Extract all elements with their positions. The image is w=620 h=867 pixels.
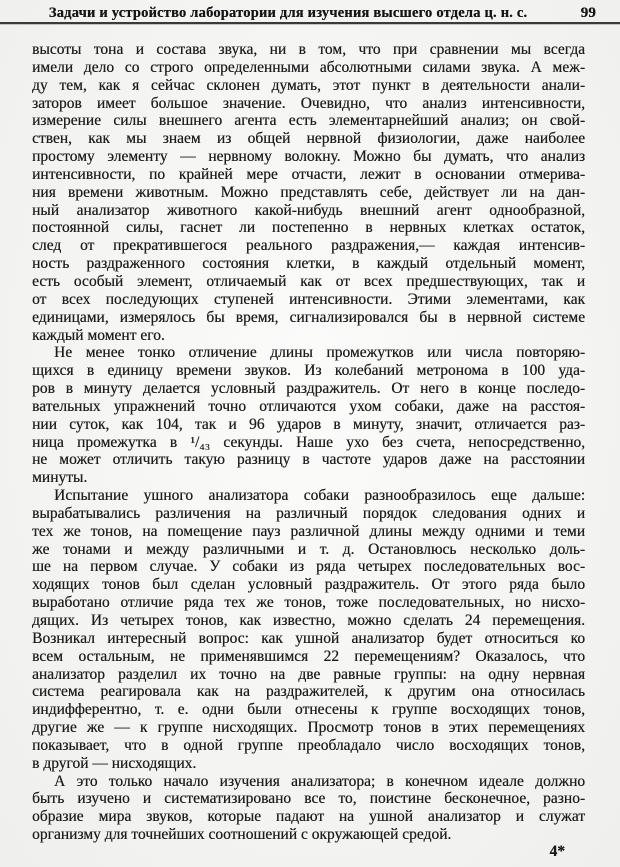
text-line: тех же тонов, на помещение пауз различной длины между одними и теми (32, 522, 585, 540)
text-line: ния времени животным. Можно представлять себе, действует ли на дан- (32, 183, 585, 201)
text-line: интенсивности, по крайней мере отчасти, лежит в основании отмерива- (32, 165, 585, 183)
text-line: простому элементу — нервному волокну. Можно бы думать, что анализ (32, 148, 585, 166)
text-line: единицами, измерялось бы время, сигнализировался бы в нервной системе (32, 308, 585, 326)
signature-mark: 4* (549, 843, 565, 860)
text-line: ходящих тонов был сделан условный раздражитель. От этого ряда было (32, 576, 585, 594)
text-line: вательных упражнений точно отличаются ухом собаки, даже на расстоя- (32, 397, 585, 415)
page-number: 99 (580, 5, 596, 21)
text-line: выработано отличие ряда тех же тонов, тоже последовательных, но нисхо- (32, 594, 585, 612)
text-line: измерение силы внешнего агента есть элементарнейший анализ; он свой- (32, 112, 585, 130)
text-line: минуты. (32, 469, 88, 487)
text-line: А это только начало изучения анализатора; в конечном идеале должно (54, 772, 585, 790)
text-line: есть особый элемент, отличаемый как от всех предшествующих, так и (32, 272, 585, 290)
text-line: нии суток, как 104, так и 96 ударов в минуту, значит, отличается раз- (32, 415, 585, 433)
text-line: след от прекратившегося реального раздражения,— каждая интенсив- (32, 237, 585, 255)
text-line: индифферентно, т. е. одни были отнесены к группе восходящих тонов, (32, 701, 585, 719)
text-line: щихся в единицу времени звуков. Из колебаний метронома в 100 уда- (32, 362, 585, 380)
text-line: не может отличить такую разницу в частоте ударов даже на расстоянии (32, 451, 585, 469)
text-line: другие же — к группе нисходящих. Просмотр тонов в этих перемещениях (32, 719, 585, 737)
paragraph-continuation (32, 41, 585, 344)
text-line: имели дело со строго определенными абсолютными силами звука. А меж- (32, 58, 585, 76)
text-line: организму для точнейших соотношений с окружающей средой. (32, 826, 452, 844)
text-line: быть изучено и систематизировано все то, поистине бесконечное, разно- (32, 790, 585, 808)
text-line: всем остальным, не применявшимся 22 перемещениям? Оказалось, что (32, 647, 585, 665)
text-line: система реагировала как на раздражителей, к другим она относилась (32, 683, 585, 701)
text-line: ше на первом случае. У собаки из ряда четырех последовательных вос- (32, 558, 585, 576)
text-line: в другой — нисходящих. (32, 754, 197, 772)
text-line: показывает, что в одной группе преобладало число восходящих тонов, (32, 736, 585, 754)
text-line: постоянной силы, гаснет ли постепенно в нервных клетках остаток, (32, 219, 585, 237)
text-line: вырабатывались различения на различный порядок следования одних и (32, 504, 585, 522)
running-head (32, 5, 596, 22)
text-line: Возникал интересный вопрос: как ушной анализатор будет относиться ко (32, 629, 585, 647)
header-rule-divider (0, 22, 620, 24)
text-line: ница промежутка в ¹/₄₃ секунды. Наше ухо без счета, непосредственно, (32, 433, 585, 451)
text-line: же тонами и между различными и т. д. Остановлюсь несколько доль- (32, 540, 585, 558)
paragraph-metronome (32, 344, 585, 487)
text-line: ствен, как мы знаем из общей нервной физиологии, даже наиболее (32, 130, 585, 148)
text-line: каждый момент его. (32, 326, 165, 344)
text-line: образие мира звуков, которые падают на ушной анализатор и служат (32, 808, 585, 826)
text-line: Не менее тонко отличение длины промежутков или числа повторяю- (54, 344, 585, 362)
text-line: анализатор разделил их точно на две равные группы: на одну нервная (32, 665, 585, 683)
text-line: высоты тона и состава звука, ни в том, что при сравнении мы всегда (32, 41, 585, 58)
page-body-text (32, 41, 585, 844)
text-line: ность раздраженного состояния клетки, в каждый отдельный момент, (32, 255, 585, 273)
text-line: от всех последующих ступеней интенсивности. Этими элементами, как (32, 290, 585, 308)
text-line: заторов имеет большое значение. Очевидно, что анализ интенсивности, (32, 94, 585, 112)
text-line: ный анализатор животного какой-нибудь внешний агент однообразной, (32, 201, 585, 219)
text-line: дящих. Из четырех тонов, как известно, можно сделать 24 перемещения. (32, 612, 585, 629)
paragraph-tone-series (32, 487, 585, 773)
running-head-title: Задачи и устройство лаборатории для изучения высшего отдела ц. н. с. (48, 5, 528, 21)
paragraph-conclusion (32, 773, 585, 844)
text-line: ров в минуту делается условный раздражитель. От него в конце последо- (32, 380, 585, 398)
text-line: ду тем, как я сейчас склонен думать, этот пункт в деятельности анали- (32, 76, 585, 94)
text-line: Испытание ушного анализатора собаки разнообразилось еще дальше: (54, 487, 585, 505)
